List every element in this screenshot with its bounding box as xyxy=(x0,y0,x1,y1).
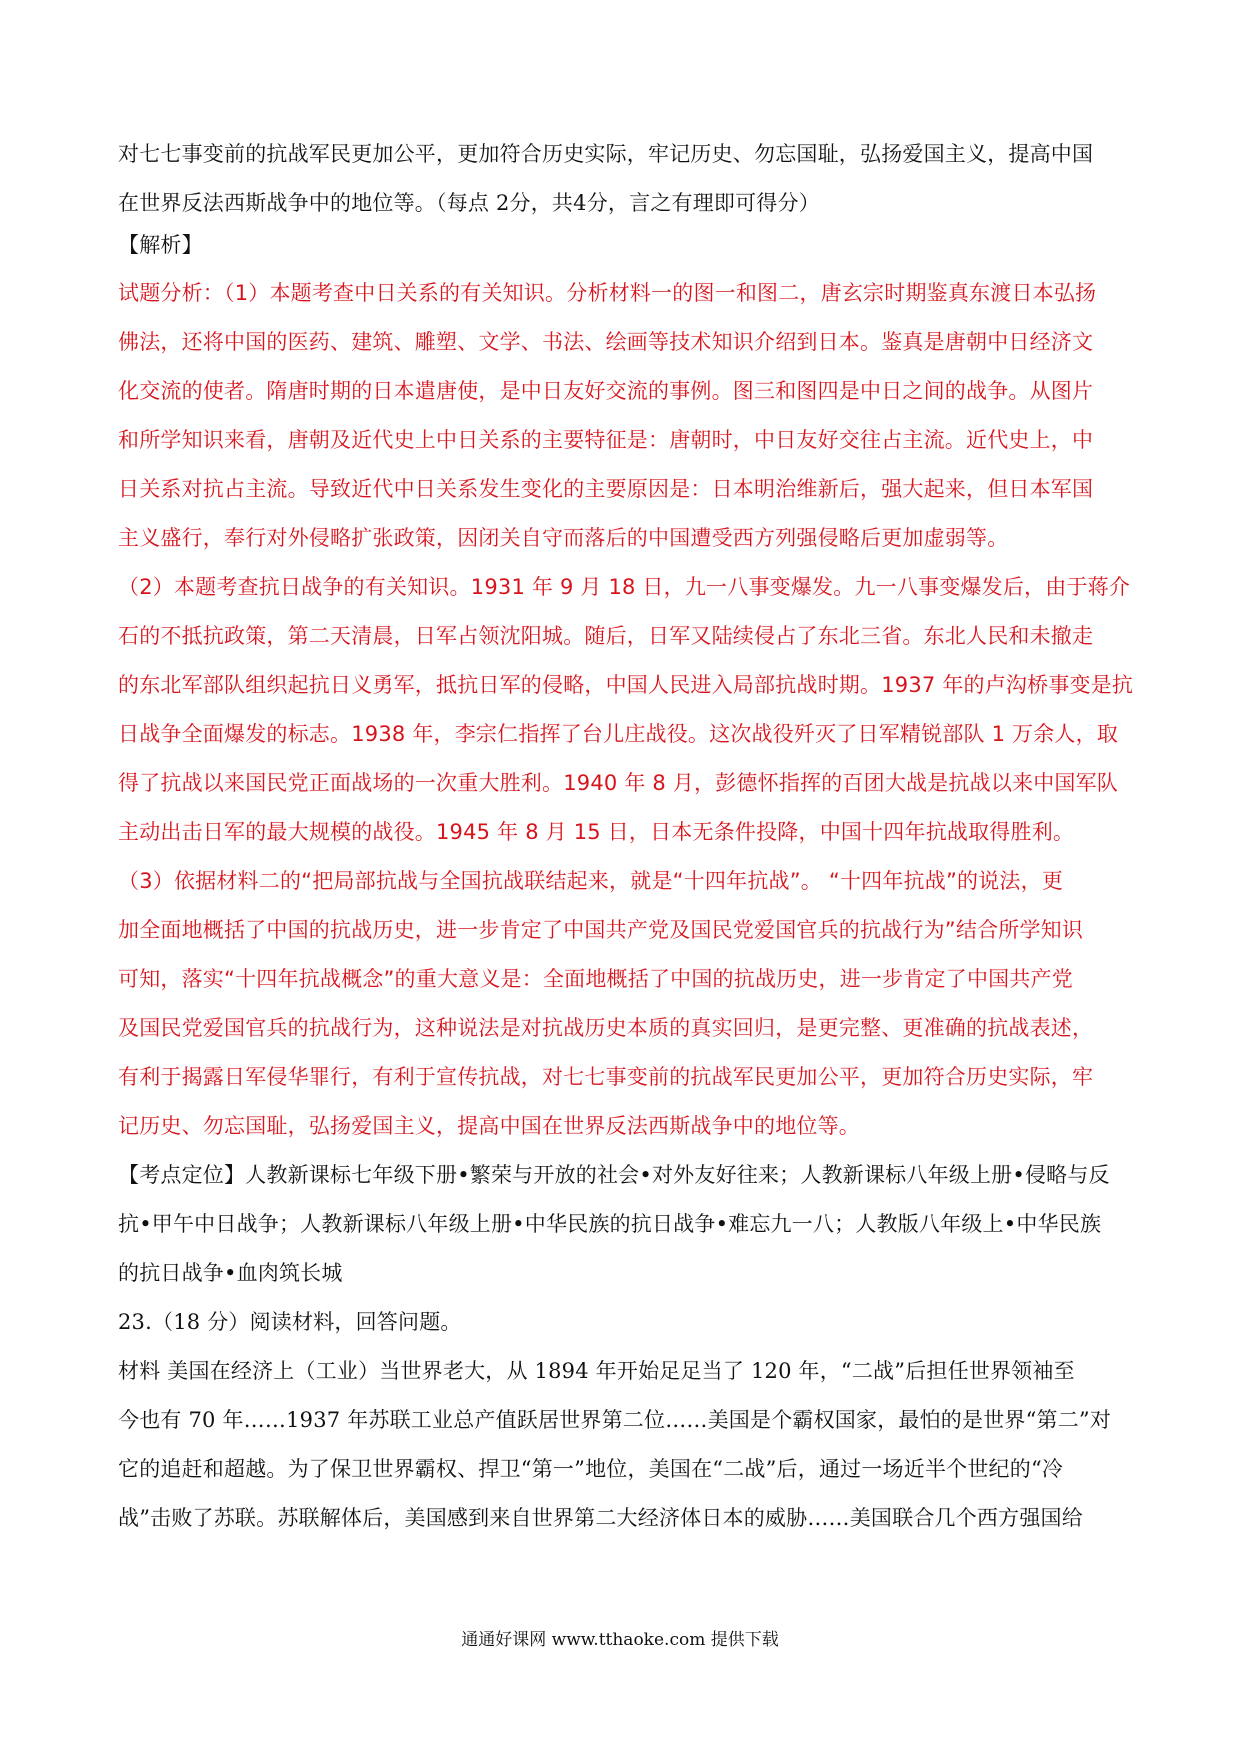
kaodian-paragraph xyxy=(118,1151,1138,1298)
analysis-line: （3）依据材料二的“把局部抗战与全国抗战联结起来，就是“十四年抗战”。 “十四年抗战”的说法，更 xyxy=(118,869,1064,893)
analysis-line: 主义盛行，奉行对外侵略扩张政策，因闭关自守而落后的中国遭受西方列强侵略后更加虚弱等。 xyxy=(118,526,1009,550)
intro-paragraph xyxy=(118,130,1138,228)
question-title: 23.（18 分）阅读材料，回答问题。 xyxy=(118,1310,462,1334)
analysis-line: （2）本题考查抗日战争的有关知识。1931 年 9 月 18 日，九一八事变爆发。九一八事变爆发后，由于蒋介 xyxy=(118,575,1131,599)
analysis-line: 及国民党爱国官兵的抗战行为，这种说法是对抗战历史本质的真实回归，是更完整、更准确的抗战表述， xyxy=(118,1016,1094,1040)
analysis-line: 化交流的使者。隋唐时期的日本遣唐使，是中日友好交流的事例。图三和图四是中日之间的战争。从图片 xyxy=(118,379,1094,403)
question-23 xyxy=(118,1298,1138,1543)
analysis-line: 的东北军部队组织起抗日义勇军，抵抗日军的侵略，中国人民进入局部抗战时期。1937 年的卢沟桥事变是抗 xyxy=(118,673,1134,697)
jiexi-heading-block xyxy=(118,221,1138,270)
section-heading-jiexi: 【解析】 xyxy=(118,233,203,257)
analysis-line: 记历史、勿忘国耻，弘扬爱国主义，提高中国在世界反法西斯战争中的地位等。 xyxy=(118,1114,860,1138)
analysis-line: 试题分析：（1）本题考查中日关系的有关知识。分析材料一的图一和图二，唐玄宗时期鉴真东渡日本弘扬 xyxy=(118,281,1097,305)
analysis-line: 得了抗战以来国民党正面战场的一次重大胜利。1940 年 8 月，彭德怀指挥的百团大战是抗战以来中国军队 xyxy=(118,771,1119,795)
text-line: 【考点定位】人教新课标七年级下册•繁荣与开放的社会•对外友好往来；人教新课标八年级上册•侵略与反 xyxy=(118,1163,1110,1187)
text-line: 材料 美国在经济上（工业）当世界老大，从 1894 年开始足足当了 120 年，“二战”后担任世界领袖至 xyxy=(118,1359,1075,1383)
analysis-line: 主动出击日军的最大规模的战役。1945 年 8 月 15 日，日本无条件投降，中国十四年抗战取得胜利。 xyxy=(118,820,1075,844)
analysis-paragraph xyxy=(118,269,1138,1151)
text-line: 在世界反法西斯战争中的地位等。（每点 2分，共4分，言之有理即可得分） xyxy=(118,191,820,215)
analysis-line: 日战争全面爆发的标志。1938 年，李宗仁指挥了台儿庄战役。这次战役歼灭了日军精锐部队 1 万余人，取 xyxy=(118,722,1119,746)
analysis-line: 石的不抵抗政策，第二天清晨，日军占领沈阳城。随后，日军又陆续侵占了东北三省。东北人民和未撤走 xyxy=(118,624,1094,648)
text-line: 的抗日战争•血肉筑长城 xyxy=(118,1261,343,1285)
text-line: 它的追赶和超越。为了保卫世界霸权、捍卫“第一”地位，美国在“二战”后，通过一场近半个世纪的“冷 xyxy=(118,1457,1064,1481)
analysis-line: 加全面地概括了中国的抗战历史，进一步肯定了中国共产党及国民党爱国官兵的抗战行为”结合所学知识 xyxy=(118,918,1084,942)
text-line: 今也有 70 年……1937 年苏联工业总产值跃居世界第二位……美国是个霸权国家，最怕的是世界“第二”对 xyxy=(118,1408,1112,1432)
text-line: 战”击败了苏联。苏联解体后，美国感到来自世界第二大经济体日本的威胁……美国联合几个西方强国给 xyxy=(118,1506,1083,1530)
analysis-line: 佛法，还将中国的医药、建筑、雕塑、文学、书法、绘画等技术知识介绍到日本。鉴真是唐朝中日经济文 xyxy=(118,330,1094,354)
analysis-line: 有利于揭露日军侵华罪行，有利于宣传抗战，对七七事变前的抗战军民更加公平，更加符合历史实际，牢 xyxy=(118,1065,1094,1089)
text-line: 抗•甲午中日战争；人教新课标八年级上册•中华民族的抗日战争•难忘九一八；人教版八年级上•中华民族 xyxy=(118,1212,1102,1236)
analysis-line: 日关系对抗占主流。导致近代中日关系发生变化的主要原因是：日本明治维新后，强大起来，但日本军国 xyxy=(118,477,1094,501)
text-line: 对七七事变前的抗战军民更加公平，更加符合历史实际，牢记历史、勿忘国耻，弘扬爱国主义，提高中国 xyxy=(118,142,1094,166)
analysis-line: 和所学知识来看，唐朝及近代史上中日关系的主要特征是：唐朝时，中日友好交往占主流。近代史上，中 xyxy=(118,428,1094,452)
analysis-line: 可知，落实“十四年抗战概念”的重大意义是：全面地概括了中国的抗战历史，进一步肯定了中国共产党 xyxy=(118,967,1073,991)
page-footer: 通通好课网 www.tthaoke.com 提供下载 xyxy=(461,1630,779,1650)
